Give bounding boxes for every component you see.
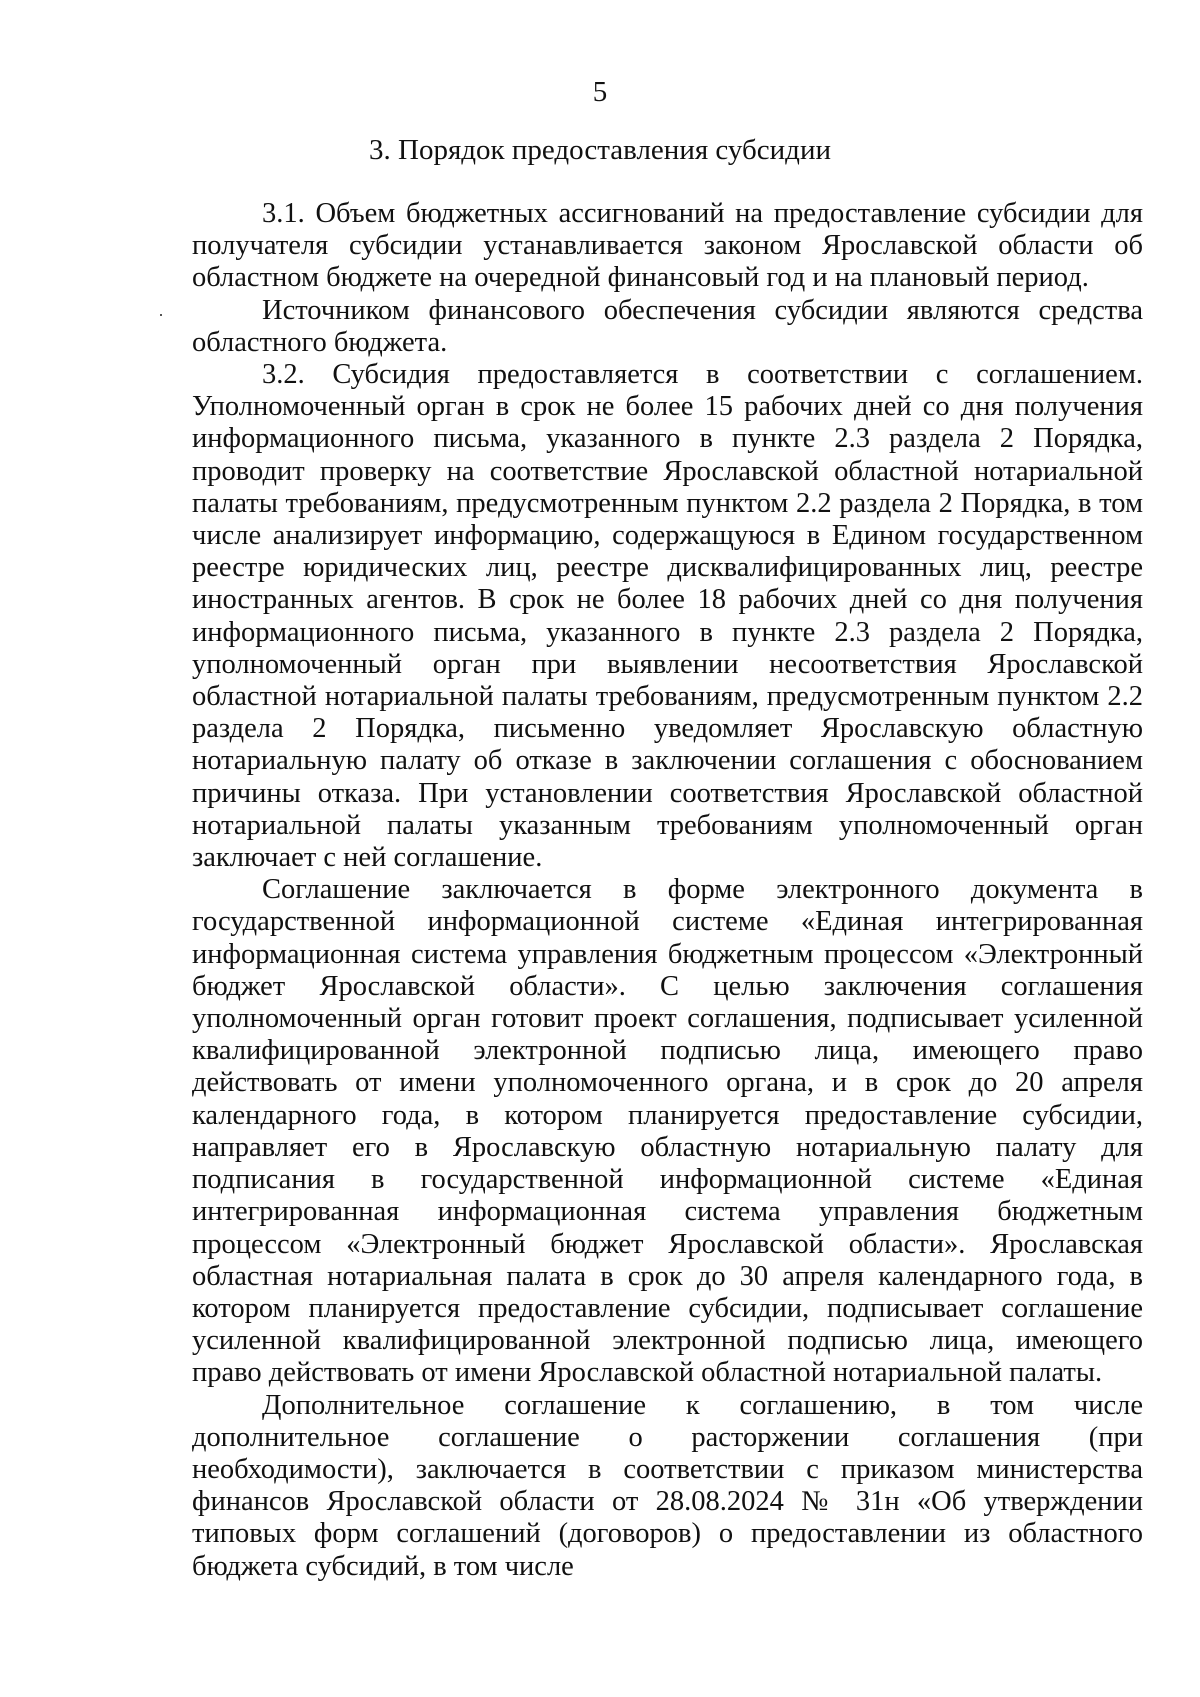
- paragraph-funding-source: Источником финансового обеспечения субсидии являются средства областного бюджета.: [192, 294, 1143, 358]
- document-body: [192, 198, 1143, 1583]
- paragraph-3-1: 3.1. Объем бюджетных ассигнований на предоставление субсидии для получателя субсидии устанавливается законом Ярославской области об областном бюджете на очередной финансовый год и на плановый период.: [192, 198, 1143, 294]
- section-heading: 3. Порядок предоставления субсидии: [369, 134, 831, 166]
- page-number: 5: [592, 76, 608, 108]
- paragraph-agreement-form: Соглашение заключается в форме электронного документа в государственной информационной системе «Единая интегрированная информационная система управления бюджетным процессом «Электронный бюджет Ярославской области». С целью заключения соглашения уполномоченный орган готовит проект соглашения, подписывает усиленной квалифицированной электронной подписью лица, имеющего право действовать от имени уполномоченного органа, и в срок до 20 апреля календарного года, в котором планируется предоставление субсидии, направляет его в Ярославскую областную нотариальную палату для подписания в государственной информационной системе «Единая интегрированная информационная система управления бюджетным процессом «Электронный бюджет Ярославской области». Ярославская областная нотариальная палата в срок до 30 апреля календарного года, в котором планируется предоставление субсидии, подписывает соглашение усиленной квалифицированной электронной подписью лица, имеющего право действовать от имени Ярославской областной нотариальной палаты.: [192, 874, 1143, 1389]
- paragraph-3-2: 3.2. Субсидия предоставляется в соответствии с соглашением. Уполномоченный орган в срок не более 15 рабочих дней со дня получения информационного письма, указанного в пункте 2.3 раздела 2 Порядка, проводит проверку на соответствие Ярославской областной нотариальной палаты требованиям, предусмотренным пунктом 2.2 раздела 2 Порядка, в том числе анализирует информацию, содержащуюся в Едином государственном реестре юридических лиц, реестре дисквалифицированных лиц, реестре иностранных агентов. В срок не более 18 рабочих дней со дня получения информационного письма, указанного в пункте 2.3 раздела 2 Порядка, уполномоченный орган при выявлении несоответствия Ярославской областной нотариальной палаты требованиям, предусмотренным пунктом 2.2 раздела 2 Порядка, письменно уведомляет Ярославскую областную нотариальную палату об отказе в заключении соглашения с обоснованием причины отказа. При установлении соответствия Ярославской областной нотариальной палаты указанным требованиям уполномоченный орган заключает с ней соглашение.: [192, 359, 1143, 874]
- paragraph-additional-agreement: Дополнительное соглашение к соглашению, в том числе дополнительное соглашение о расторжении соглашения (при необходимости), заключается в соответствии с приказом министерства финансов Ярославской области от 28.08.2024 № 31н «Об утверждении типовых форм соглашений (договоров) о предоставлении из областного бюджета субсидий, в том числе: [192, 1389, 1143, 1582]
- scan-artifact-dot: [160, 314, 162, 316]
